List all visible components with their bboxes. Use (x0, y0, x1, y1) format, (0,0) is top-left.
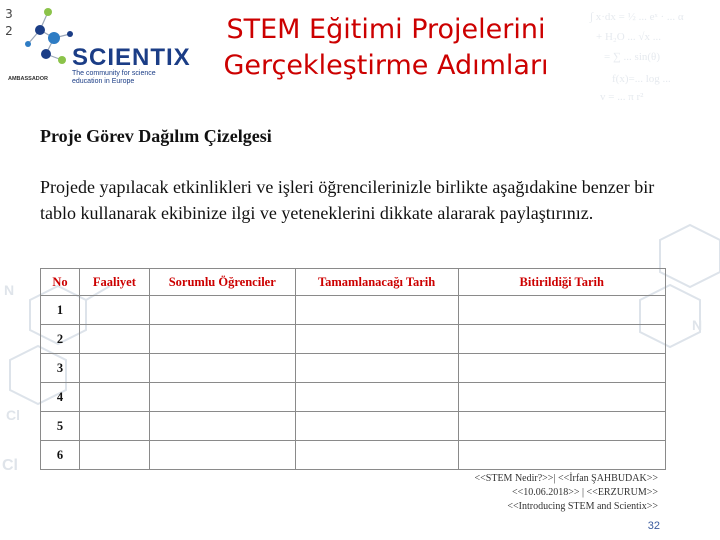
table-row (41, 354, 666, 383)
section-heading: Proje Görev Dağılım Çizelgesi (40, 126, 272, 146)
scientix-tagline: The community for science education in Europe (72, 70, 156, 85)
slide-footer (475, 472, 659, 514)
svg-text:N: N (4, 282, 15, 298)
row-number: 2 (41, 325, 80, 354)
table-cell[interactable] (79, 383, 149, 412)
row-number: 3 (41, 354, 80, 383)
slide-number-digit: 3 (5, 7, 13, 21)
table-cell[interactable] (458, 354, 665, 383)
footer-line: <<10.06.2018>> | <<ERZURUM>> (511, 487, 658, 498)
table-cell[interactable] (79, 354, 149, 383)
table-cell[interactable] (458, 325, 665, 354)
footer-line: <<STEM Nedir?>>| <<İrfan ŞAHBUDAK>> (474, 473, 658, 484)
task-distribution-table (40, 268, 666, 470)
column-header-responsible-students: Sorumlu Öğrenciler (149, 269, 295, 296)
svg-text:f(x)=... log ...: f(x)=... log ... (612, 73, 671, 85)
table-cell[interactable] (295, 325, 458, 354)
footer-line: <<Introducing STEM and Scientix>> (507, 501, 658, 512)
table-cell[interactable] (149, 296, 295, 325)
svg-text:∫ x·dx = ½ ... eˣ · ... α: ∫ x·dx = ½ ... eˣ · ... α (590, 11, 684, 23)
svg-text:+ H₂O ... √x ...: + H₂O ... √x ... (596, 31, 661, 43)
table-cell[interactable] (458, 441, 665, 470)
scientix-wordmark: SCIENTIX (72, 44, 191, 71)
table-cell[interactable] (79, 296, 149, 325)
column-header-no: No (41, 269, 80, 296)
instruction-paragraph: Projede yapılacak etkinlikleri ve işleri öğrencilerinizle birlikte aşağıdakine benzer bir tablo kullanarak ekibinize ilgi ve yeteneklerini dikkate alararak paylaştırınız. (40, 177, 655, 223)
slide-number-digit: 2 (5, 24, 13, 38)
table-header-row (41, 269, 666, 296)
table-row (41, 296, 666, 325)
table-cell[interactable] (149, 412, 295, 441)
table-row (41, 441, 666, 470)
slide-title: STEM Eğitimi Projelerini Gerçekleştirme Adımları (223, 14, 549, 81)
svg-text:= ∑ ... sin(θ): = ∑ ... sin(θ) (604, 51, 660, 63)
svg-text:v = ... π r²: v = ... π r² (600, 91, 644, 103)
table-cell[interactable] (79, 441, 149, 470)
table-cell[interactable] (295, 441, 458, 470)
table-cell[interactable] (295, 412, 458, 441)
table-cell[interactable] (79, 325, 149, 354)
table-cell[interactable] (458, 412, 665, 441)
column-header-due-date: Tamamlanacağı Tarih (295, 269, 458, 296)
table-cell[interactable] (149, 325, 295, 354)
page-number: 32 (647, 520, 660, 532)
svg-text:Cl: Cl (2, 457, 18, 474)
column-header-activity: Faaliyet (79, 269, 149, 296)
column-header-completed-date: Bitirildiği Tarih (458, 269, 665, 296)
table-cell[interactable] (79, 412, 149, 441)
table-cell[interactable] (149, 354, 295, 383)
row-number: 5 (41, 412, 80, 441)
table-cell[interactable] (295, 354, 458, 383)
table-cell[interactable] (295, 296, 458, 325)
svg-text:Cl: Cl (6, 407, 20, 423)
table-row (41, 383, 666, 412)
table-row (41, 325, 666, 354)
row-number: 1 (41, 296, 80, 325)
table-cell[interactable] (149, 441, 295, 470)
table-row (41, 412, 666, 441)
table-cell[interactable] (458, 296, 665, 325)
row-number: 4 (41, 383, 80, 412)
table-cell[interactable] (295, 383, 458, 412)
svg-text:N: N (692, 317, 703, 333)
row-number: 6 (41, 441, 80, 470)
table-cell[interactable] (149, 383, 295, 412)
table-cell[interactable] (458, 383, 665, 412)
scientix-ambassador-logo (8, 4, 191, 90)
ambassador-badge: AMBASSADOR (8, 76, 49, 82)
